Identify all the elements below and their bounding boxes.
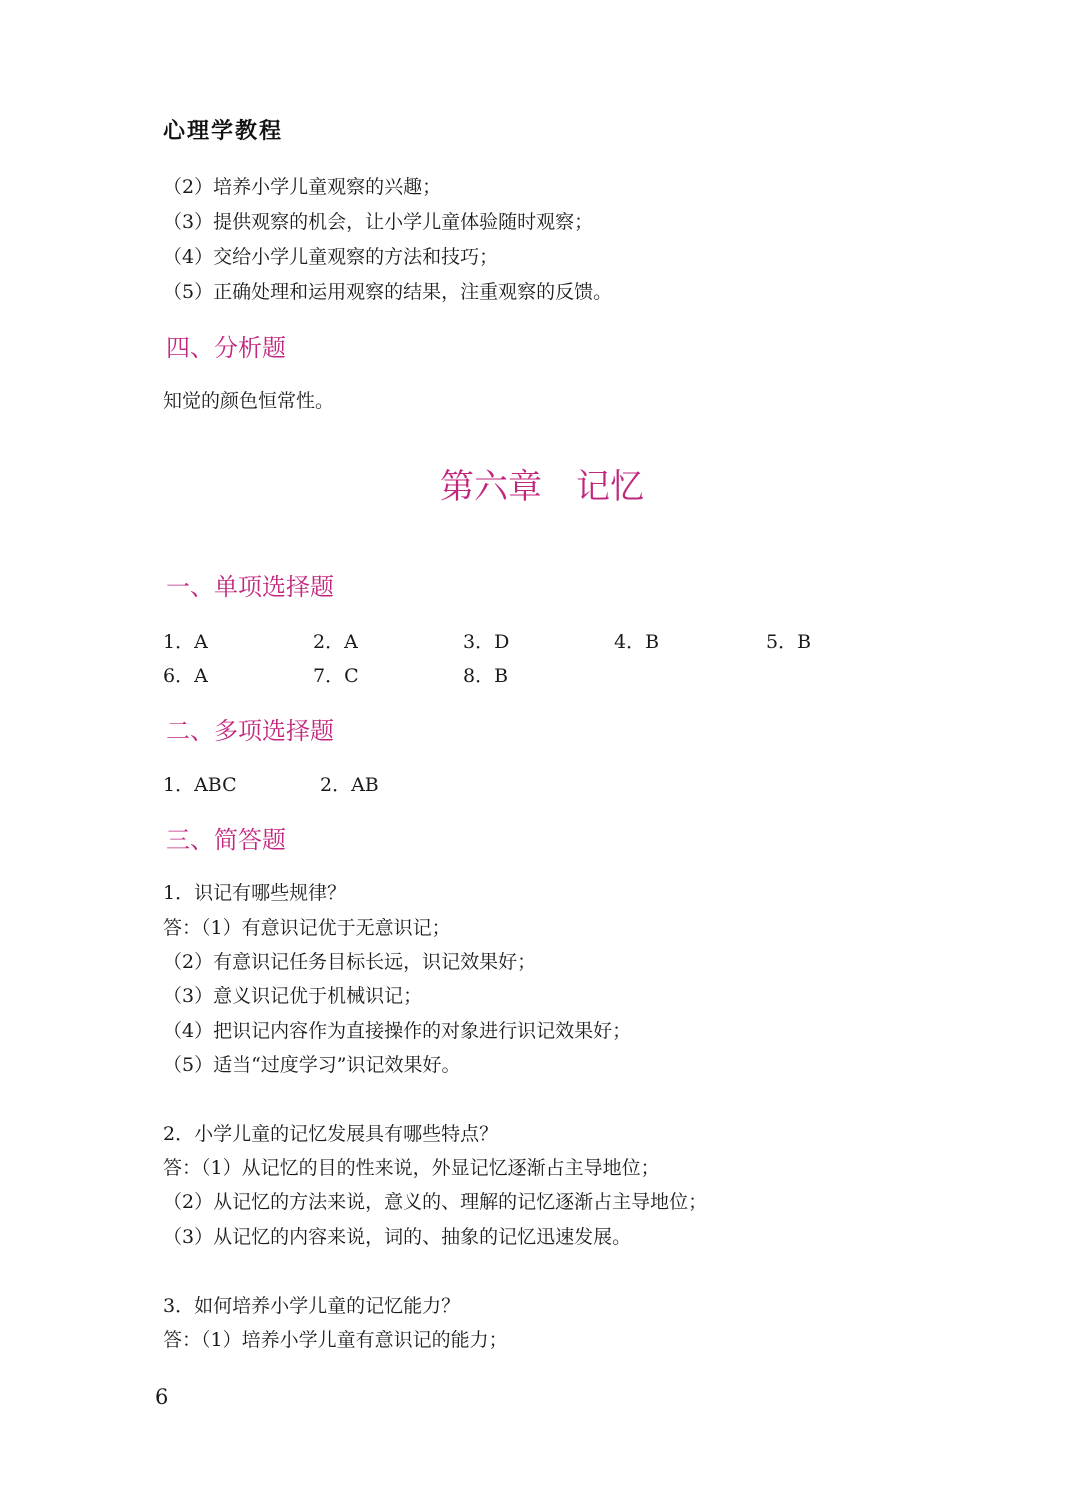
analysis-answer: 知觉的颜色恒常性。 [163, 390, 335, 412]
question-2: 2．小学儿童的记忆发展具有哪些特点？ [163, 1123, 499, 1145]
single-choice-answer: 4．B [614, 631, 660, 653]
single-choice-answer: 6．A [163, 665, 208, 687]
single-choice-answer: 8．B [463, 665, 509, 687]
intro-line: （4）交给小学儿童观察的方法和技巧； [163, 246, 499, 268]
single-choice-answer: 2．A [313, 631, 358, 653]
single-choice-answer: 1．A [163, 631, 208, 653]
answer-line: 答：（1）培养小学儿童有意识记的能力； [163, 1329, 508, 1351]
intro-line: （5）正确处理和运用观察的结果，注重观察的反馈。 [163, 281, 613, 303]
section-title-single-choice: 一、单项选择题 [166, 573, 334, 601]
intro-line: （2）培养小学儿童观察的兴趣； [163, 176, 442, 198]
single-choice-answer: 5．B [766, 631, 812, 653]
question-1: 1．识记有哪些规律？ [163, 882, 347, 904]
answer-line: （4）把识记内容作为直接操作的对象进行识记效果好； [163, 1020, 632, 1042]
answer-line: 答：（1）从记忆的目的性来说，外显记忆逐渐占主导地位； [163, 1157, 660, 1179]
section-title-multi-choice: 二、多项选择题 [166, 717, 334, 745]
question-3: 3．如何培养小学儿童的记忆能力？ [163, 1295, 461, 1317]
section-title-short-answer: 三、简答题 [166, 826, 286, 854]
multi-choice-answer: 2．AB [320, 774, 379, 796]
answer-line: （5）适当“过度学习”识记效果好。 [163, 1054, 461, 1076]
single-choice-answer: 7．C [313, 665, 359, 687]
chapter-title: 第六章 记忆 [440, 467, 644, 507]
running-header: 心理学教程 [163, 119, 284, 144]
single-choice-answer: 3．D [463, 631, 510, 653]
answer-line: 答：（1）有意识记优于无意识记； [163, 917, 451, 939]
answer-line: （3）意义识记优于机械识记； [163, 985, 423, 1007]
answer-line: （2）有意识记任务目标长远，识记效果好； [163, 951, 537, 973]
answer-line: （2）从记忆的方法来说，意义的、理解的记忆逐渐占主导地位； [163, 1191, 708, 1213]
page-number: 6 [155, 1385, 169, 1409]
intro-line: （3）提供观察的机会，让小学儿童体验随时观察； [163, 211, 594, 233]
answer-line: （3）从记忆的内容来说，词的、抽象的记忆迅速发展。 [163, 1226, 632, 1248]
section-title-analysis: 四、分析题 [166, 334, 286, 362]
multi-choice-answer: 1．ABC [163, 774, 237, 796]
